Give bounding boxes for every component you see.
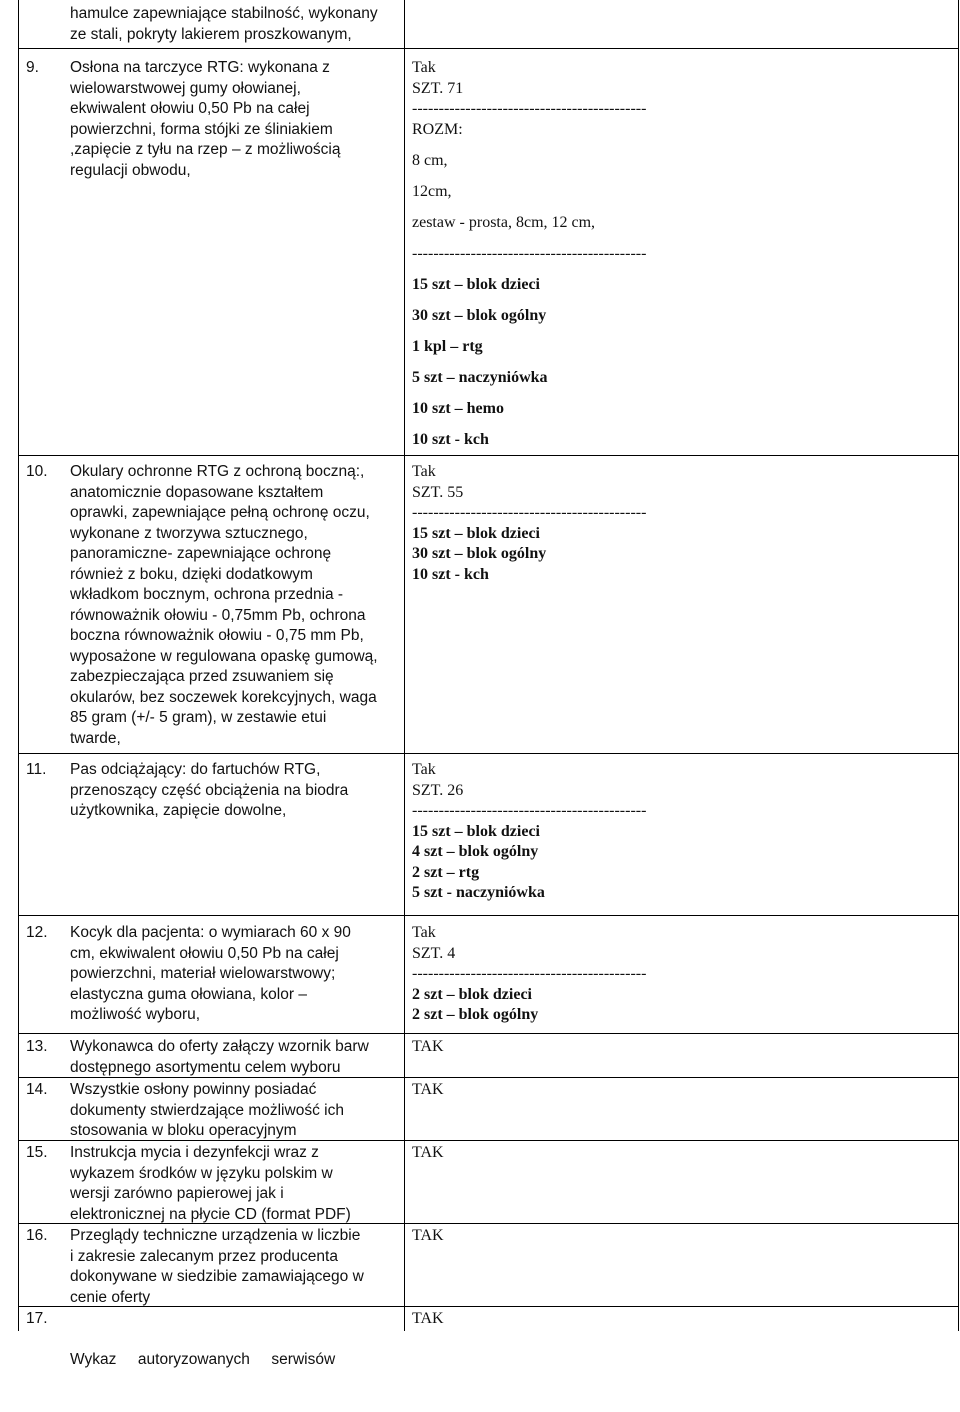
item-response [412,1080,952,1101]
item-number: 16. [26,1227,48,1244]
size-option: 8 cm, [412,151,448,169]
item-number: 9. [26,59,39,76]
allocation: 1 kpl – rtg [412,337,483,355]
item-response [412,462,952,585]
table-left-border [18,0,19,1331]
allocation: 2 szt – rtg [412,863,480,881]
quantity: SZT. 26 [412,781,464,799]
item-description: Wykaz autoryzowanych serwisów [70,1351,336,1368]
separator: -------------------------------------------- [412,802,647,819]
item-response [412,1226,952,1247]
answer: TAK [412,1227,444,1244]
allocation: 2 szt – blok dzieci [412,985,532,1003]
row-divider [18,753,958,754]
allocation: 10 szt - kch [412,565,489,583]
allocation: 30 szt – blok ogólny [412,545,547,562]
item-description: Przeglądy techniczne urządzenia w liczbie i zakresie zalecanym przez producenta dokonywane w siedzibie zamawiającego w cenie oferty [70,1227,364,1306]
item-response [412,58,952,450]
item-description: Kocyk dla pacjenta: o wymiarach 60 x 90 cm, ekwiwalent ołowiu 0,50 Pb na całej powierzchni, materiał wielowarstwowy; elastyczna guma ołowiana, kolor – możliwość wyboru, [70,924,351,1023]
answer: TAK [412,1038,444,1055]
separator: -------------------------------------------- [412,504,647,521]
answer: TAK [412,1144,444,1161]
allocation: 2 szt – blok ogólny [412,1006,539,1023]
row-divider [18,1033,958,1034]
size-option: 12cm, [412,182,452,200]
item-response [412,760,952,904]
row-divider [18,455,958,456]
answer: Tak [412,463,436,480]
item-number: 11. [26,761,47,778]
column-divider [404,0,405,1331]
allocation: 4 szt – blok ogólny [412,843,539,860]
item-number: 10. [26,463,48,480]
answer: TAK [412,1310,444,1327]
answer: Tak [412,761,436,778]
allocation: 10 szt - kch [412,430,489,448]
allocation: 10 szt – hemo [412,399,504,417]
item-description: Osłona na tarczyce RTG: wykonana z wielowarstwowej gumy ołowianej, ekwiwalent ołowiu 0,50 Pb na całej powierzchni, forma stójki ze śliniakiem ,zapięcie z tyłu na rzep – z możliwością regulacji obwodu, [70,59,341,179]
item-number: 13. [26,1038,48,1055]
separator: -------------------------------------------- [412,965,647,982]
item-description: Pas odciążający: do fartuchów RTG, przenoszący część obciążenia na biodra użytkownika, zapięcie dowolne, [70,761,349,819]
row-divider [18,48,958,49]
answer: TAK [412,1081,444,1098]
item-number: 17. [26,1310,48,1327]
prev-item-description: hamulce zapewniające stabilność, wykonany ze stali, pokryty lakierem proszkowanym, [70,5,378,43]
separator: -------------------------------------------- [412,244,647,262]
item-description: Okulary ochronne RTG z ochroną boczną:, anatomicznie dopasowane kształtem oprawki, zapewniające pełną ochronę oczu, wykonane z tworzywa sztucznego, panoramiczne- zapewniające ochronę również z boku, dzięki dodatkowym wkładkom bocznym, ochrona przednia - równoważnik ołowiu - 0,75mm Pb, ochrona boczna równoważnik ołowiu - 0,75 mm Pb, wyposażone w regulowana opaskę gumową, zabezpieczająca przed zsuwaniem się okularów, bez soczewek korekcyjnych, waga 85 gram (+/- 5 gram), w zestawie etui twarde, [70,463,378,747]
answer: Tak [412,924,436,941]
table-right-border [958,0,959,1331]
item-response [412,1309,952,1330]
item-response [412,1143,952,1164]
row-divider [18,915,958,916]
quantity: SZT. 71 [412,79,464,97]
item-number: 14. [26,1081,48,1098]
answer: Tak [412,59,436,76]
item-description: Instrukcja mycia i dezynfekcji wraz z wykazem środków w języku polskim w wersji zarówno papierowej jak i elektronicznej na płycie CD (format PDF) [70,1144,351,1223]
allocation: 15 szt – blok dzieci [412,822,540,840]
item-description: Wszystkie osłony powinny posiadać dokumenty stwierdzające możliwość ich stosowania w bloku operacyjnym [70,1081,344,1139]
allocation: 15 szt – blok dzieci [412,275,540,293]
allocation: 15 szt – blok dzieci [412,524,540,542]
allocation: 30 szt – blok ogólny [412,306,547,324]
size-label: ROZM: [412,120,463,138]
item-number: 12. [26,924,48,941]
quantity: SZT. 4 [412,944,456,962]
item-description: Wykonawca do oferty załączy wzornik barw dostępnego asortymentu celem wyboru [70,1038,369,1076]
item-response [412,923,952,1026]
item-response [412,1037,952,1058]
allocation: 5 szt – naczyniówka [412,368,548,386]
size-option: zestaw - prosta, 8cm, 12 cm, [412,213,596,231]
separator: -------------------------------------------- [412,100,647,117]
quantity: SZT. 55 [412,483,464,501]
allocation: 5 szt - naczyniówka [412,884,545,901]
item-number: 15. [26,1144,48,1161]
